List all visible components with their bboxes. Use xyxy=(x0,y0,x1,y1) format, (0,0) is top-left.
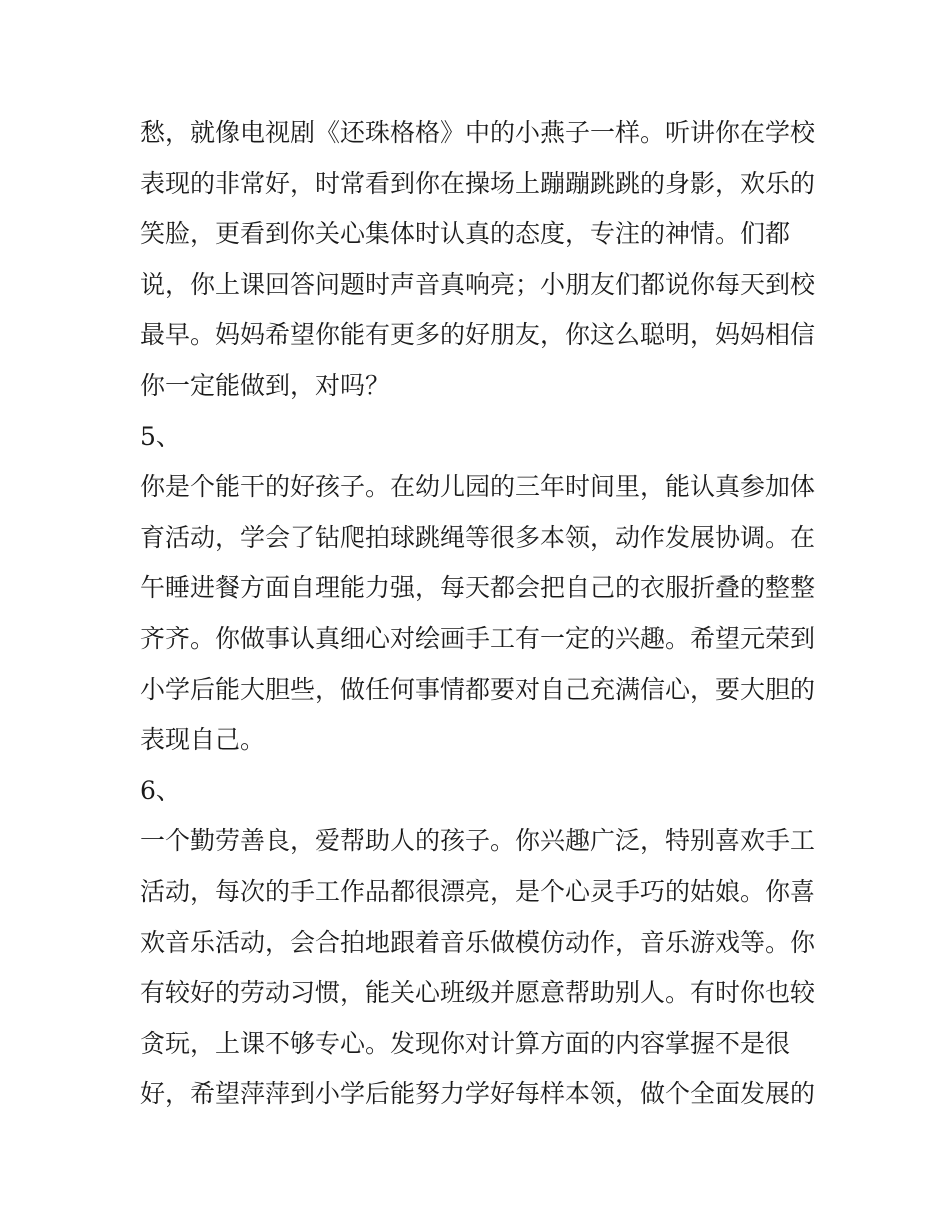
text-line: 好，希望萍萍到小学后能努力学好每样本领，做个全面发展的 xyxy=(140,1079,816,1109)
text-line: 说，你上课回答问题时声音真响亮；小朋友们都说你每天到校 xyxy=(140,269,816,299)
text-line: 活动，每次的手工作品都很漂亮，是个心灵手巧的姑娘。你喜 xyxy=(140,876,816,906)
document-body xyxy=(140,108,830,1120)
text-line: 表现自己。 xyxy=(140,725,266,755)
text-line: 最早。妈妈希望你能有更多的好朋友，你这么聪明，妈妈相信 xyxy=(140,320,816,350)
text-line: 育活动，学会了钻爬拍球跳绳等很多本领，动作发展协调。在 xyxy=(140,522,816,552)
text-line: 午睡进餐方面自理能力强，每天都会把自己的衣服折叠的整整 xyxy=(140,573,816,603)
text-line: 你是个能干的好孩子。在幼儿园的三年时间里，能认真参加体 xyxy=(140,472,816,502)
text-line: 小学后能大胆些，做任何事情都要对自己充满信心，要大胆的 xyxy=(140,674,816,704)
text-line: 愁，就像电视剧《还珠格格》中的小燕子一样。听讲你在学校 xyxy=(140,118,816,147)
text-line: 齐齐。你做事认真细心对绘画手工有一定的兴趣。希望元荣到 xyxy=(140,623,816,653)
text-line: 你一定能做到，对吗？ xyxy=(140,370,391,400)
text-line: 笑脸，更看到你关心集体时认真的态度，专注的神情。们都 xyxy=(140,219,791,249)
text-line: 欢音乐活动，会合拍地跟着音乐做模仿动作，音乐游戏等。你 xyxy=(140,927,816,957)
text-line: 表现的非常好，时常看到你在操场上蹦蹦跳跳的身影，欢乐的 xyxy=(140,168,816,198)
text-line: 一个勤劳善良，爱帮助人的孩子。你兴趣广泛，特别喜欢手工 xyxy=(140,826,816,856)
section-number-5: 5、 xyxy=(140,421,181,451)
section-number-6: 6、 xyxy=(140,775,181,805)
text-line: 贪玩，上课不够专心。发现你对计算方面的内容掌握不是很 xyxy=(140,1028,791,1058)
text-line: 有较好的劳动习惯，能关心班级并愿意帮助别人。有时你也较 xyxy=(140,978,816,1008)
